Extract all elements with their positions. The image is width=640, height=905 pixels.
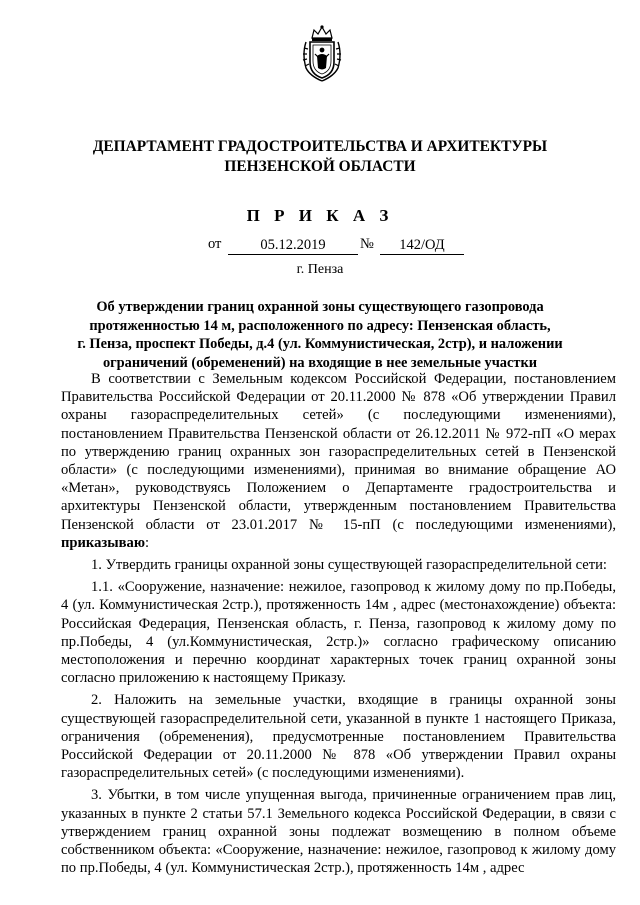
order-verb: приказываю <box>61 534 146 551</box>
subject-line: Об утверждении границ охранной зоны существующего газопровода <box>96 299 544 315</box>
document-subject <box>60 298 580 372</box>
coat-of-arms-icon <box>300 24 344 84</box>
date-number-line <box>208 236 468 256</box>
item-1-paragraph: 1. Утвердить границы охранной зоны существующей газораспределительной сети: <box>91 557 607 574</box>
document-type-title: П Р И К А З <box>246 206 394 225</box>
document-city: г. Пенза <box>296 262 344 277</box>
preamble-paragraph <box>61 370 616 552</box>
preamble-text: В соответствии с Земельным кодексом Российской Федерации, постановлением Правительства Российской Федерации от 20.11.2000 № 878 «Об утверждении Правил охраны газораспределительных сетей» (с последующими изменениями), постановлением Правительства Пензенской области от 26.12.2011 № 972-пП «О мерах по утверждению границ охранных зон газораспределительных сетей в Пензенской области» (с последующими изменениями), принимая во внимание обращение АО «Метан», руководствуясь Положением о Департаменте градостроительства и архитектуры Пензенской области, утвержденным постановлением Правительства Пензенской области от 23.01.2017 № 15-пП (с последующими изменениями), <box>61 371 616 533</box>
document-date: 05.12.2019 <box>228 236 358 255</box>
department-name-line1: ДЕПАРТАМЕНТ ГРАДОСТРОИТЕЛЬСТВА И АРХИТЕКТУРЫ <box>92 138 548 155</box>
item-1-1-paragraph: 1.1. «Сооружение, назначение: нежилое, газопровод к жилому дому по пр.Победы, 4 (ул. Коммунистическая 2стр.), протяженность 14м , адрес (местонахождение) объекта: Российская Федерация, Пензенская область, г. Пенза, газопровод к жилому дому по пр.Победы, 4 (ул.Коммунистическая, 2стр.)» согласно графическому описанию местоположения и перечню координат характерных точек границ охранной зоны согласно приложению к настоящему Приказу. <box>61 579 616 687</box>
date-prefix: от <box>208 236 222 252</box>
preamble-end: : <box>145 534 150 551</box>
item-3-paragraph: 3. Убытки, в том числе упущенная выгода, причиненные ограничением прав лиц, указанных в пункте 2 статьи 57.1 Земельного кодекса Российской Федерации, в связи с утверждением границ охранной зоны подлежат возмещению в полном объеме собственником объекта: «Сооружение, назначение: нежилое, газопровод к жилому дому по пр.Победы, 4 (ул. Коммунистическая 2стр.), протяженность 14м , адрес <box>61 787 616 877</box>
subject-line: ограничений (обременений) на входящие в нее земельные участки <box>102 354 538 371</box>
subject-line: г. Пенза, проспект Победы, д.4 (ул. Коммунистическая, 2стр), и наложении <box>77 336 563 353</box>
document-number: 142/ОД <box>380 236 464 255</box>
number-prefix: № <box>360 236 374 252</box>
subject-line: протяженностью 14 м, расположенного по адресу: Пензенская область, <box>89 317 551 334</box>
document-body <box>61 370 616 877</box>
department-header <box>0 137 640 177</box>
department-name-line2: ПЕНЗЕНСКОЙ ОБЛАСТИ <box>224 158 416 175</box>
item-2-paragraph: 2. Наложить на земельные участки, входящие в границы охранной зоны существующей газораспределительной сети, указанной в пункте 1 настоящего Приказа, ограничения (обременения), предусмотренные постановлением Правительства Российской Федерации от 20.11.2000 № 878 «Об утверждении Правил охраны газораспределительных сетей» (с последующими изменениями). <box>61 692 616 782</box>
